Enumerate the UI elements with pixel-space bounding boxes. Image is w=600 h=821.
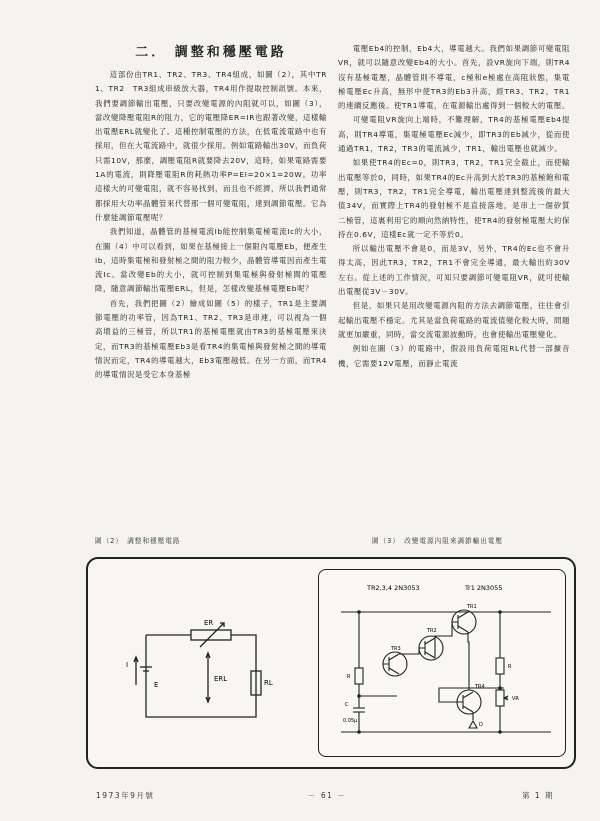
figure-3-caption: 圖（3） 改變電源內阻來調節輸出電壓 (372, 537, 503, 545)
paragraph: 但是，如果只是用改變電源內阻的方法去調節電壓，往往會引起輸出電壓不穩定。尤其是當負荷電路的電流值變化較大時，問題就更加嚴重，同時，當交流電源波動時，也會使輸出電壓變化。 (338, 301, 570, 339)
paragraph: 可變電阻VR旋向上端時，不難理解，TR4的基極電壓Eb4提高，則TR4導電，集電極電壓Ec減少，即TR3的Eb減少，從而使通過TR1，TR2，TR3的電流減少，TR1，輸出電壓也就減少。 (338, 115, 570, 154)
paragraph: 電壓Eb4的控制，Eb4大，導電越大。我們如果調節可變電阻VR，就可以隨意改變Eb4的大小。首先，設VR旋向下端，則TR4沒有基極電壓，晶體管則不導電，c極和e極處在高阻狀態，集電極電壓Ec升高，無形中使TR3的Eb3升高，經TR3、TR2、TR1的連續反應後。使TR1導電，在電源輸出處得到一個較大的電壓。 (338, 44, 570, 111)
source-label: E (154, 681, 159, 689)
vr-label: VR (512, 696, 519, 702)
paragraph: 這部份由TR1、TR2、TR3、TR4組成，如圖（2），其中TR1、TR2 TR3組成串級放大器，TR4用作提取控制訊號。本來，我們要調節輸出電壓，只要改變電源的內阻就可以，如圖（3），當改變降壓電阻R的阻力，它的電壓降ER=IR也跟著改變，這樣輸出電壓ERL就變化了。這種控制電壓的方法，在低電流電路中也有採用，但在大電流路中，就很少採用。例如電路輸出30V，而負荷只需10V，那麼，調壓電阻R就要降去20V，這時，如果電路需要1A的電流，則降壓電阻R的耗熱功率P=EI=20×1=20W。功率這樣大的可變電阻，就不容易找到，而且也不經濟，所以我們通常都採用大功率晶體管來代替那一個可變電阻，達到調節電壓。它為什麼能調節電壓呢？ (95, 70, 328, 222)
series-circuit-diagram (96, 567, 306, 757)
left-text-column (95, 42, 327, 383)
transistor-list-right: Tr1 2N3055 (465, 584, 503, 592)
paragraph: 首先，我們把圖（2）繪成如圖（5）的樣子，TR1是主要調節電壓的功率管，因為TR1、TR2、TR3是串連，可以視為一個高增益的三極管，所以TR1的基極電壓就由TR3的基極電壓來決定，而TR3的基極電壓Eb3是看TR4的集電極與發射極之間的導電情況而定，TR4的導電越大，Eb3電壓越低。在另一方面，而TR4的導電情況是受它本身基極 (95, 298, 327, 380)
capacitor-value: 0.05µ (343, 718, 358, 724)
tr3-label: TR3 (391, 646, 401, 652)
footer-issue: 第 1 期 (522, 791, 555, 800)
paragraph: 所以輸出電壓不會是0，而是3V，另外，TR4的Ec也不會升得太高，因此TR3，TR2，TR1不會完全導通，最大輸出約30V左右。從上述的工作情況，可知只要調節可變電阻VR，就可使輸出電壓從3V－30V。 (338, 244, 570, 297)
resistor-label: ER (204, 619, 214, 627)
diode-label: D (479, 722, 483, 728)
load-voltage-label: ERL (214, 675, 228, 683)
right-text-column (338, 42, 570, 371)
figure-2-caption: 圖（2） 調整和穩壓電路 (95, 537, 181, 545)
paragraph: 例如在圖（3）的電路中，假設用負荷電阻RL代替一部擴音機，它需要12V電壓，而靜止電流 (338, 344, 570, 368)
resistor-left-label: R (347, 674, 351, 680)
tr1-label: TR1 (467, 604, 477, 610)
load-resistor-label: RL (264, 679, 273, 687)
transistor-list-left: TR2,3,4 2N3053 (367, 584, 420, 592)
footer-page-number: － 61 － (308, 791, 347, 800)
section-title: 二． 調整和穩壓電路 (135, 45, 287, 60)
capacitor-label: C (345, 702, 349, 708)
current-label: I (126, 661, 129, 669)
regulator-schematic (318, 569, 566, 757)
paragraph: 我們知道，晶體管的基極電流Ib能控制集電極電流Ic的大小，在圖（4）中可以看到，如果在基極接上一個限內電壓Eb，便產生Ib，這時集電極和發射極之間的阻力較少，晶體管導電因而產生電流Ic。當改變Eb的大小，就可控制到集電極與發射極間的電壓降，隨意調節輸出電壓ERL，但是，怎樣改變基極電壓Eb呢？ (95, 227, 327, 294)
tr4-label: TR4 (475, 684, 485, 690)
footer-date: 1973年9月號 (96, 791, 155, 800)
regulator-schematic-svg (319, 570, 565, 756)
resistor-right-label: R (508, 664, 512, 670)
tr2-label: TR2 (427, 628, 437, 634)
figures-box (86, 557, 576, 769)
paragraph: 如果使TR4的Ec=0，則TR3，TR2，TR1完全截止，而使輸出電壓等於0，同時，如果TR4的Ec升高到大於TR3的基極飽和電壓，則TR3，TR2，TR1完全導電，輸出電壓達到整流後的最大值34V，而實際上TR4的發射極不是直接落地，是串上一個矽質二極管，這裏利用它的順向然納特性，使TR4的發射極電壓大約保持在0.6V，這樣Ec就一定不等於0。 (338, 158, 570, 239)
